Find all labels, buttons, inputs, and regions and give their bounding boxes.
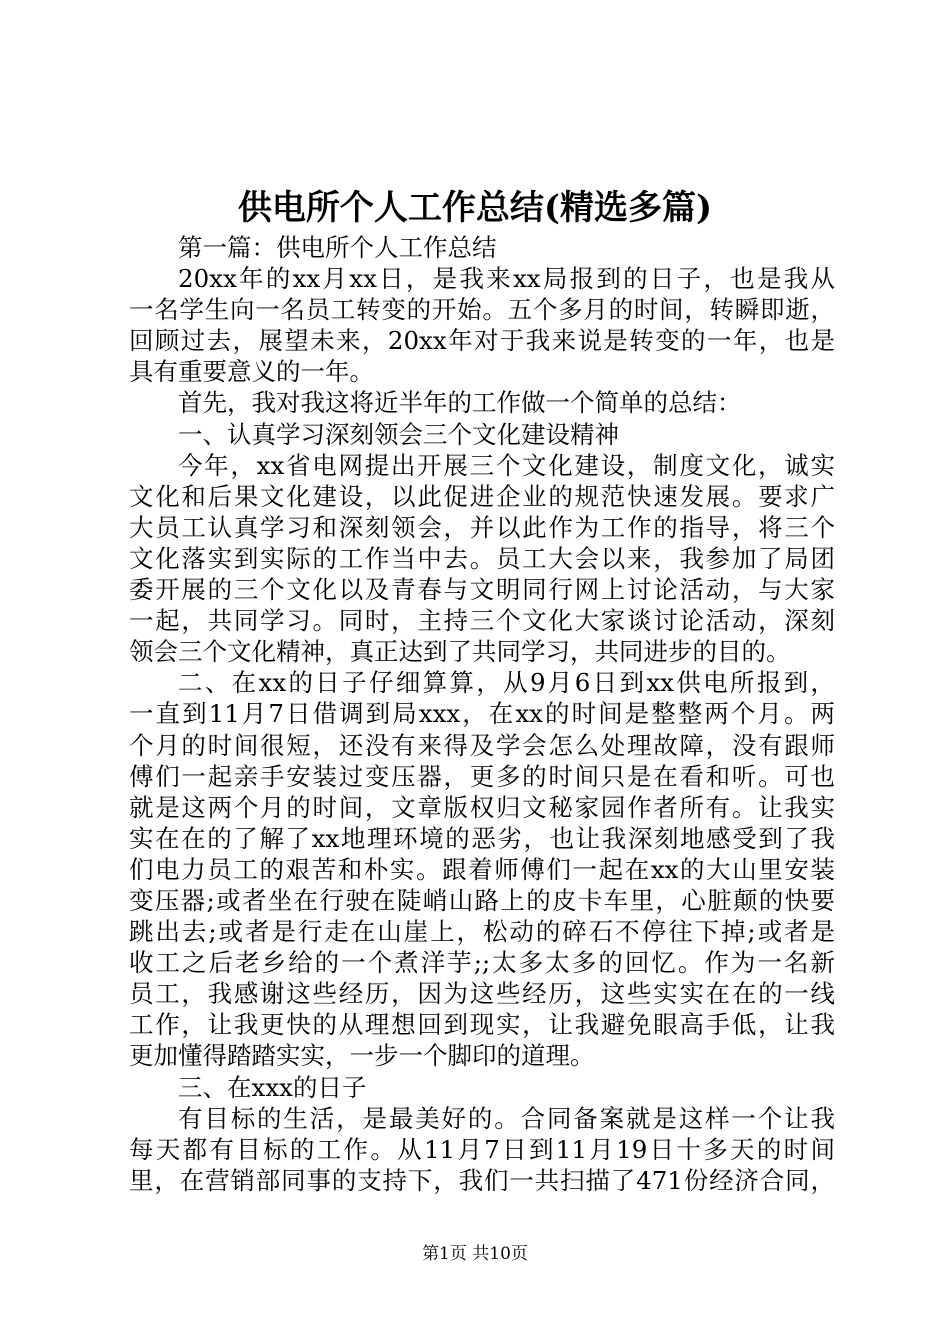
document-body — [129, 232, 835, 1196]
paragraph-line: 个月的时间很短，还没有来得及学会怎么处理故障，没有跟师 — [129, 730, 835, 760]
section-heading: 三、在xxx的日子 — [178, 1072, 367, 1102]
paragraph-line: 每天都有目标的工作。从11月7日到11月19日十多天的时间 — [129, 1134, 835, 1164]
paragraph-line: 20xx年的xx月xx日，是我来xx局报到的日子，也是我从 — [178, 264, 835, 294]
paragraph-line: 具有重要意义的一年。 — [129, 357, 374, 387]
section-heading: 一、认真学习深刻领会三个文化建设精神 — [178, 419, 619, 449]
paragraph-line: 领会三个文化精神，真正达到了共同学习，共同进步的目的。 — [129, 637, 791, 667]
paragraph-line: 们电力员工的艰苦和朴实。跟着师傅们一起在xx的大山里安装 — [129, 854, 835, 884]
paragraph-line: 就是这两个月的时间，文章版权归文秘家园作者所有。让我实 — [129, 792, 835, 822]
paragraph-line: 收工之后老乡给的一个煮洋芋;;太多太多的回忆。作为一名新 — [129, 948, 835, 978]
paragraph-line: 一直到11月7日借调到局xxx，在xx的时间是整整两个月。两 — [129, 699, 835, 729]
paragraph-line: 更加懂得踏踏实实，一步一个脚印的道理。 — [129, 1041, 595, 1071]
paragraph-line: 实在在的了解了xx地理环境的恶劣，也让我深刻地感受到了我 — [129, 823, 835, 853]
paragraph-line: 变压器;或者坐在行驶在陡峭山路上的皮卡车里，心脏颠的快要 — [129, 885, 835, 915]
paragraph-line: 一名学生向一名员工转变的开始。五个多月的时间，转瞬即逝， — [129, 295, 835, 325]
page-number-footer: 第1页 共10页 — [422, 1244, 528, 1264]
paragraph-line: 跳出去;或者是行走在山崖上，松动的碎石不停往下掉;或者是 — [129, 917, 835, 947]
paragraph-line: 文化落实到实际的工作当中去。员工大会以来，我参加了局团 — [129, 543, 835, 573]
document-title: 供电所个人工作总结(精选多篇) — [237, 188, 713, 228]
paragraph-line: 有目标的生活，是最美好的。合同备案就是这样一个让我 — [178, 1103, 835, 1133]
paragraph-line: 委开展的三个文化以及青春与文明同行网上讨论活动，与大家 — [129, 575, 835, 605]
paragraph-line: 傅们一起亲手安装过变压器，更多的时间只是在看和听。可也 — [129, 761, 835, 791]
section-heading: 第一篇：供电所个人工作总结 — [178, 233, 497, 262]
paragraph-line: 大员工认真学习和深刻领会，并以此作为工作的指导，将三个 — [129, 512, 835, 542]
paragraph-line: 员工，我感谢这些经历，因为这些经历，这些实实在在的一线 — [129, 979, 835, 1009]
paragraph-line: 首先，我对我这将近半年的工作做一个简单的总结： — [178, 388, 742, 418]
paragraph-line: 工作，让我更快的从理想回到现实，让我避免眼高手低，让我 — [129, 1010, 835, 1040]
paragraph-line: 一起，共同学习。同时，主持三个文化大家谈讨论活动，深刻 — [129, 606, 835, 636]
paragraph-line: 文化和后果文化建设，以此促进企业的规范快速发展。要求广 — [129, 481, 835, 511]
paragraph-line: 今年，xx省电网提出开展三个文化建设，制度文化，诚实 — [178, 450, 835, 480]
paragraph-line: 里，在营销部同事的支持下，我们一共扫描了471份经济合同， — [129, 1165, 835, 1195]
section-heading: 二、在xx的日子仔细算算，从9月6日到xx供电所报到， — [178, 668, 835, 698]
paragraph-line: 回顾过去，展望未来，20xx年对于我来说是转变的一年，也是 — [129, 326, 835, 356]
